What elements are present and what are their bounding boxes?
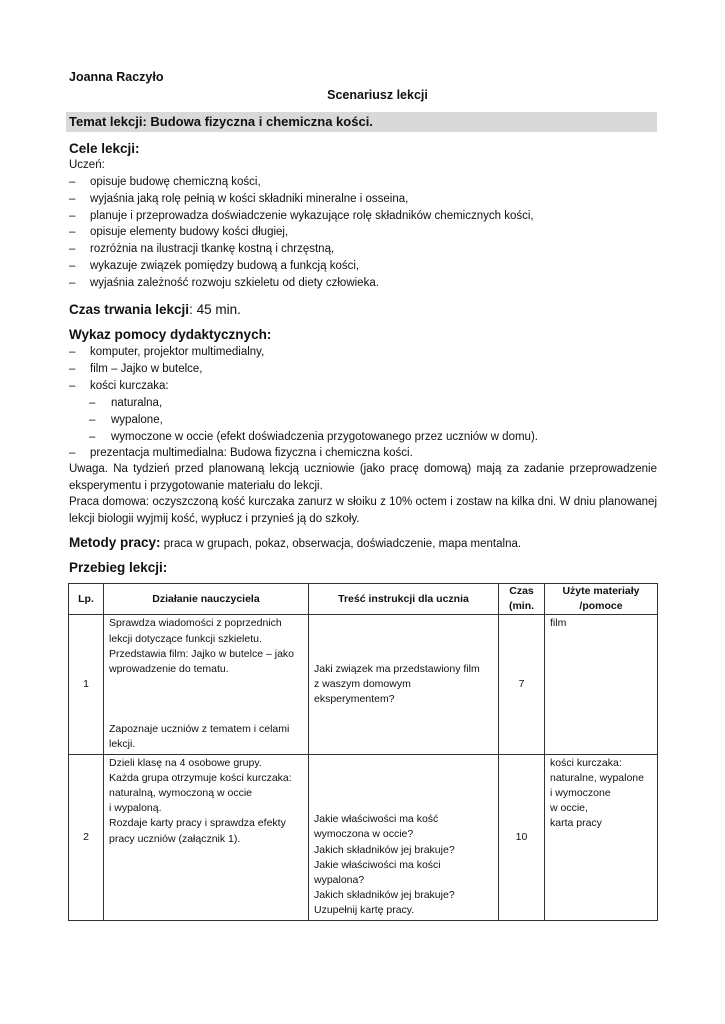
note-paragraph: Uwaga. Na tydzień przed planowaną lekcją uczniowie (jako pracę domową) mają za zadanie przeprowadzenie eksperymentu i przygotowanie materiału do lekcji. [69,463,657,492]
header-time: Czas (min. [499,584,545,615]
table-row [69,615,658,754]
row-instruction: Jakie właściwości ma kość wymoczona w occie? Jakich składników jej brakuje? Jakie właściwości ma kości wypalona? Jakich składników jej brakuje? Uzupełnij kartę pracy. [309,754,499,920]
aids-list [69,344,264,394]
methods-value: praca w grupach, pokaz, obserwacja, doświadczenie, mapa mentalna. [160,538,522,550]
list-item: – komputer, projektor multimedialny, [69,346,265,358]
list-item: – planuje i przeprowadza doświadczenie wykazujące rolę składników chemicznych kości, [69,209,534,222]
aids-list-last [69,445,413,462]
row-lp: 2 [69,754,104,920]
list-item: – rozróżnia na ilustracji tkankę kostną i chrzęstną, [69,243,335,256]
row-instruction: Jaki związek ma przedstawiony film z waszym domowym eksperymentem? [309,615,499,754]
duration-line [69,302,241,317]
list-item: – naturalna, [89,397,163,409]
list-item: – prezentacja multimedialna: Budowa fizyczna i chemiczna kości. [69,447,413,459]
list-item: – opisuje budowę chemiczną kości, [69,176,261,188]
document-title: Scenariusz lekcji [327,88,428,102]
list-item: – wyjaśnia zależność rozwoju szkieletu od diety człowieka. [69,276,379,289]
row-teacher: Dzieli klasę na 4 osobowe grupy. Każda grupa otrzymuje kości kurczaka: naturalną, wymoczoną w occie i wypaloną. Rozdaje karty pracy i sprawdza efekty pracy uczniów (załącznik 1). [104,754,309,920]
row-time: 7 [499,615,545,754]
list-item: – wypalone, [89,413,163,426]
homework-paragraph: Praca domowa: oczyszczoną kość kurczaka zanurz w słoiku z 10% octem i zostaw na kilka dni. W dniu planowanej lekcji biologii wyjmij kość, wypłucz i przynieś ją do szkoły. [69,496,657,525]
list-item: – film – Jajko w butelce, [69,362,203,375]
aids-sublist [89,395,538,445]
header-materials: Użyte materiały /pomoce [545,584,658,615]
list-item: – kości kurczaka: [69,379,169,392]
methods-label: Metody pracy: [69,535,161,550]
duration-label: Czas trwania lekcji [69,302,190,317]
methods-line [69,535,521,550]
list-item: – opisuje elementy budowy kości długiej, [69,226,289,239]
lesson-topic: Temat lekcji: Budowa fizyczna i chemiczna kości. [69,114,373,129]
table-header-row [69,584,658,615]
row-materials: kości kurczaka: naturalne, wypalone i wymoczone w occie, karta pracy [545,754,658,920]
course-heading: Przebieg lekcji: [69,560,168,575]
header-instruction: Treść instrukcji dla ucznia [309,584,499,615]
goals-list [69,174,534,292]
row-time: 10 [499,754,545,920]
list-item: – wykazuje związek pomiędzy budową a funkcją kości, [69,259,360,272]
lesson-table [68,583,658,921]
goals-heading: Cele lekcji: [69,141,140,156]
list-item: – wyjaśnia jaką rolę pełnią w kości składniki mineralne i osseina, [69,192,409,205]
row-teacher: Sprawdza wiadomości z poprzednich lekcji dotyczące funkcji szkieletu. Przedstawia film: Jajko w butelce – jako wprowadzenie do tematu. Zapoznaje uczniów z tematem i celami lekcji. [104,615,309,754]
duration-value: : 45 min. [189,302,241,317]
table-row [69,754,658,920]
list-item: – wymoczone w occie (efekt doświadczenia przygotowanego przez uczniów w domu). [89,430,538,443]
row-lp: 1 [69,615,104,754]
row-materials: film [545,615,658,754]
author-name: Joanna Raczyło [69,70,164,84]
header-lp: Lp. [69,584,104,615]
goals-intro: Uczeń: [69,159,105,171]
header-teacher: Działanie nauczyciela [104,584,309,615]
aids-heading: Wykaz pomocy dydaktycznych: [69,327,272,342]
